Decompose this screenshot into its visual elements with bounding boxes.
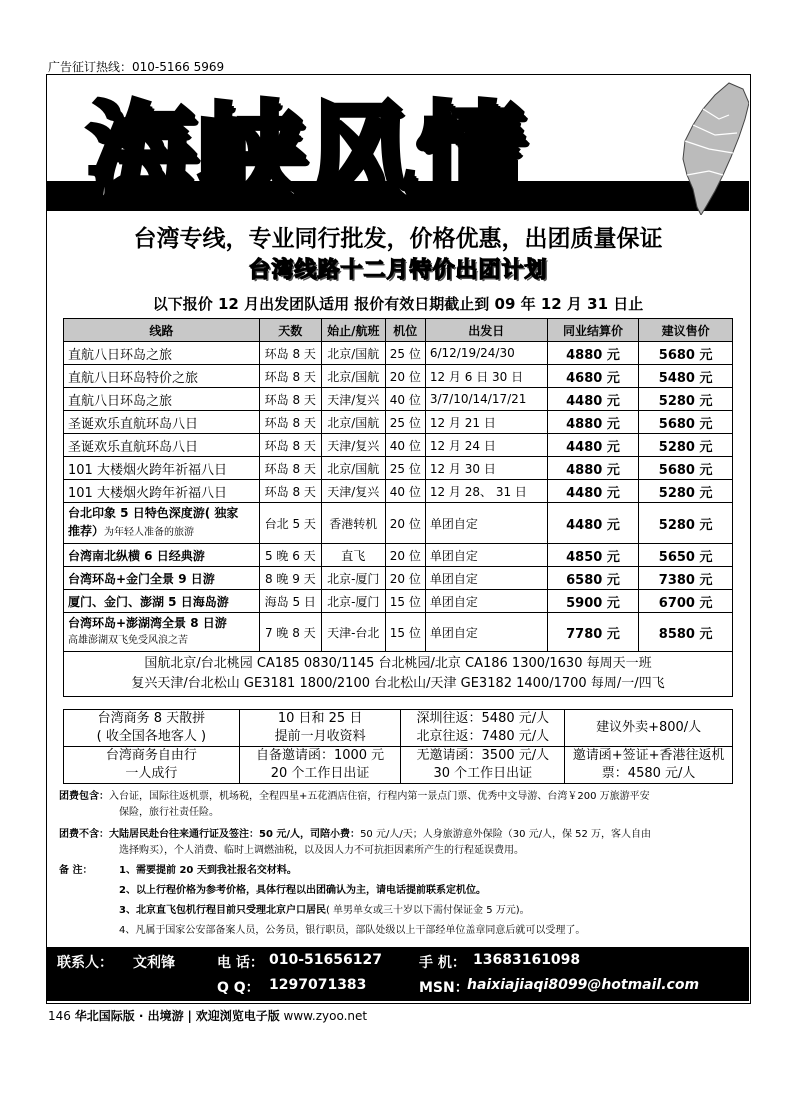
trade-price-cell: 4850 元 [547,544,639,567]
business-tour-table [63,709,733,784]
route-name-2: 推荐） [68,524,105,538]
trade-price-cell: 6580 元 [547,567,639,590]
col-header: 天数 [259,319,321,342]
table-row [64,388,733,411]
table-row [64,544,733,567]
days-cell: 5 晚 6 天 [259,544,321,567]
route-name-cont [68,522,255,542]
route-cell: 圣诞欢乐直航环岛八日 [64,434,260,457]
cell-line: 自备邀请函：1000 元 [255,748,385,763]
table-row [64,342,733,365]
trade-price-cell: 4480 元 [547,503,639,544]
cell-line: 一人成行 [125,766,178,781]
schedule-cell [239,747,401,784]
retail-price-cell: 6700 元 [639,590,733,613]
dates-cell: 单团自定 [425,567,547,590]
flight-line-2: 复兴天津/台北松山 GE3181 1800/2100 台北松山/天津 GE3182 1400/1700 每周/一/四飞 [131,676,665,691]
cell-line: 台湾商务自由行 [105,748,197,763]
phone-number: 010-51656127 [269,952,382,968]
retail-price-cell: 5650 元 [639,544,733,567]
publication-title: 华北国际版 · 出境游 [74,1009,184,1023]
days-cell: 环岛 8 天 [259,388,321,411]
days-cell: 7 晚 8 天 [259,613,321,652]
flight-line-1: 国航北京/台北桃园 CA185 0830/1145 台北桃园/北京 CA186 1300/1630 每周天一班 [144,656,652,671]
mobile-label: 手 机： [419,955,466,971]
flight-cell: 北京-厦门 [321,567,385,590]
business-tour-cell [64,747,240,784]
route-cell: 厦门、金门、澎湖 5 日海岛游 [64,590,260,613]
col-header: 始止/航班 [321,319,385,342]
retail-price-cell: 5680 元 [639,457,733,480]
col-header: 出发日 [425,319,547,342]
trade-price-cell: 5900 元 [547,590,639,613]
flight-cell: 天津/复兴 [321,388,385,411]
qq-number: 1297071383 [269,977,367,993]
cell-line: 北京往返：7480 元/人 [416,729,550,744]
days-cell: 海岛 5 日 [259,590,321,613]
ad-hotline: 广告征订热线：010-5166 5969 [48,60,225,74]
seats-cell: 40 位 [385,388,425,411]
contact-bar [47,947,749,1001]
table-header-row [64,319,733,342]
days-cell: 环岛 8 天 [259,411,321,434]
retail-price-cell: 5480 元 [639,365,733,388]
table-row [64,613,733,652]
days-cell: 环岛 8 天 [259,365,321,388]
seats-cell: 15 位 [385,590,425,613]
dates-cell: 12 月 28、 31 日 [425,480,547,503]
retail-price-cell: 5280 元 [639,480,733,503]
excluded-text-b: 50 元/人/天；人身旅游意外保险（30 元/人，保 52 万，客人自由 [360,829,652,840]
table-row [64,365,733,388]
notes-section [59,789,739,939]
dates-cell: 12 月 24 日 [425,434,547,457]
trade-price-cell: 4480 元 [547,434,639,457]
validity-note: 以下报价 12 月出发团队适用 报价有效日期截止到 09 年 12 月 31 日止 [152,295,644,313]
cell-line: 20 个工作日出证 [270,766,370,781]
dates-cell: 6/12/19/24/30 [425,342,547,365]
cell-line: ( 收全国各地客人 ) [96,729,207,744]
cell-line: 台湾商务 8 天散拼 [97,711,206,726]
days-cell: 环岛 8 天 [259,434,321,457]
footer-separator: | [187,1009,192,1023]
route-cell [64,503,260,544]
flight-cell: 天津/复兴 [321,434,385,457]
remark-2: 2、以上行程价格为参考价格，具体行程以出团确认为主，请电话提前联系定机位。 [119,885,486,896]
remark-1: 1、需要提前 20 天到我社报名交材料。 [119,865,297,876]
cell-line: 票：4580 元/人 [601,766,696,781]
table-row [64,503,733,544]
days-cell: 环岛 8 天 [259,480,321,503]
subtitle: 台湾线路十二月特价出团计划 [248,258,548,283]
slogan: 台湾专线，专业同行批发，价格优惠，出团质量保证 [133,226,663,252]
seats-cell: 25 位 [385,457,425,480]
flight-cell: 北京/国航 [321,457,385,480]
banner [47,75,749,215]
contact-person-label: 联系人： [57,955,113,971]
dates-cell: 单团自定 [425,613,547,652]
flight-cell: 香港转机 [321,503,385,544]
col-header: 同业结算价 [547,319,639,342]
banner-title: 海峡风情 [87,92,528,215]
dates-cell: 12 月 21 日 [425,411,547,434]
route-cell: 台湾南北纵横 6 日经典游 [64,544,260,567]
retail-price-cell: 8580 元 [639,613,733,652]
flight-cell: 北京/国航 [321,365,385,388]
table-row [64,457,733,480]
retail-price-cell: 5280 元 [639,434,733,457]
trade-price-cell: 4880 元 [547,457,639,480]
route-note: 为年轻人准备的旅游 [104,527,195,538]
flight-info-cell [64,652,733,697]
footer-url[interactable]: www.zyoo.net [283,1009,368,1023]
trade-price-cell: 4880 元 [547,342,639,365]
trade-price-cell: 4680 元 [547,365,639,388]
seats-cell: 25 位 [385,342,425,365]
included-text: 入台证，国际往返机票，机场税，全程四星+五花酒店住宿，行程内第一景点门票、优秀中文导游、台湾￥200 万旅游平安 [109,791,650,802]
route-cell [64,613,260,652]
cell-line: 邀请函+签证+香港往返机 [572,748,725,763]
suggest-cell: 建议外卖+800/人 [565,710,733,747]
seats-cell: 20 位 [385,365,425,388]
flight-info-row [64,652,733,697]
msn-label: MSN： [419,980,469,996]
excluded-label: 团费不含： [59,829,109,840]
retail-price-cell: 5680 元 [639,411,733,434]
qq-label: Q Q： [217,980,260,996]
page-number: 146 [48,1009,71,1023]
dates-cell: 3/7/10/14/17/21 [425,388,547,411]
dates-cell: 单团自定 [425,544,547,567]
dates-cell: 12 月 30 日 [425,457,547,480]
route-note: 高雄澎湖双飞免受风浪之苦 [68,635,188,646]
excluded-text-a: 大陆居民赴台往来通行证及签注：50 元/人，司陪小费： [109,829,361,840]
cell-line: 深圳往返：5480 元/人 [416,711,550,726]
retail-price-cell: 7380 元 [639,567,733,590]
trade-price-cell: 4480 元 [547,388,639,411]
days-cell: 台北 5 天 [259,503,321,544]
col-header: 建议售价 [639,319,733,342]
seats-cell: 40 位 [385,434,425,457]
route-name: 台湾环岛+澎湖湾全景 8 日游 [68,616,227,630]
trade-price-cell: 4480 元 [547,480,639,503]
suggest-cell [565,747,733,784]
route-cell: 直航八日环岛特价之旅 [64,365,260,388]
table-row [64,411,733,434]
retail-price-cell: 5680 元 [639,342,733,365]
flight-cell: 北京/国航 [321,411,385,434]
days-cell: 8 晚 9 天 [259,567,321,590]
taiwan-map-icon [659,79,749,215]
remark-3 [59,903,739,919]
route-cell: 圣诞欢乐直航环岛八日 [64,411,260,434]
remark-4: 4、凡属于国家公安部备案人员，公务员，银行职员，部队处级以上干部经单位盖章同意后就可以受理了。 [119,925,586,936]
route-cell: 101 大楼烟火跨年祈福八日 [64,480,260,503]
dates-cell: 单团自定 [425,590,547,613]
business-tour-cell [64,710,240,747]
col-header: 机位 [385,319,425,342]
table-row [64,434,733,457]
route-cell: 直航八日环岛之旅 [64,342,260,365]
days-cell: 环岛 8 天 [259,342,321,365]
seats-cell: 20 位 [385,544,425,567]
tour-price-table [63,318,733,697]
price-cell [401,710,565,747]
table-row [64,747,733,784]
footer-slogan: 欢迎浏览电子版 [195,1009,280,1023]
mobile-number: 13683161098 [473,952,581,968]
table-row [64,567,733,590]
seats-cell: 25 位 [385,411,425,434]
retail-price-cell: 5280 元 [639,503,733,544]
route-name: 台北印象 5 日特色深度游( 独家 [68,506,239,520]
cell-line: 10 日和 25 日 [277,711,363,726]
schedule-cell [239,710,401,747]
route-cell: 101 大楼烟火跨年祈福八日 [64,457,260,480]
included-label: 团费包含： [59,791,109,802]
remark-note [59,863,739,879]
dates-cell: 单团自定 [425,503,547,544]
ad-frame [46,74,751,1004]
flight-cell: 天津-台北 [321,613,385,652]
price-cell [401,747,565,784]
included-note-cont: 保险，旅行社责任险。 [119,807,219,818]
included-note [59,789,739,805]
seats-cell: 20 位 [385,567,425,590]
retail-price-cell: 5280 元 [639,388,733,411]
table-row [64,710,733,747]
table-row [64,480,733,503]
remark-3a: 3、北京直飞包机行程目前只受理北京户口居民 [119,905,326,916]
flight-cell: 北京/国航 [321,342,385,365]
flight-cell: 北京-厦门 [321,590,385,613]
remark-3b: ( 单男单女或三十岁以下需付保证金 5 万元)。 [325,905,530,916]
days-cell: 环岛 8 天 [259,457,321,480]
trade-price-cell: 4880 元 [547,411,639,434]
phone-label: 电 话： [217,955,264,971]
excluded-note [59,827,739,843]
col-header: 线路 [64,319,260,342]
flight-cell: 直飞 [321,544,385,567]
seats-cell: 20 位 [385,503,425,544]
seats-cell: 15 位 [385,613,425,652]
route-cell: 台湾环岛+金门全景 9 日游 [64,567,260,590]
cell-line: 提前一月收资料 [274,729,366,744]
table-row [64,590,733,613]
cell-line: 30 个工作日出证 [433,766,533,781]
dates-cell: 12 月 6 日 30 日 [425,365,547,388]
msn-address: haixiajiaqi8099@hotmail.com [467,977,700,993]
remark-label: 备 注： [59,865,93,876]
excluded-note-cont: 选择购买），个人消费、临时上调燃油税，以及因人力不可抗拒因素所产生的行程延误费用。 [119,845,524,856]
route-cell: 直航八日环岛之旅 [64,388,260,411]
flight-cell: 天津/复兴 [321,480,385,503]
contact-person: 文利锋 [133,955,175,971]
trade-price-cell: 7780 元 [547,613,639,652]
seats-cell: 40 位 [385,480,425,503]
cell-line: 无邀请函：3500 元/人 [416,748,550,763]
page-footer [48,1007,367,1024]
